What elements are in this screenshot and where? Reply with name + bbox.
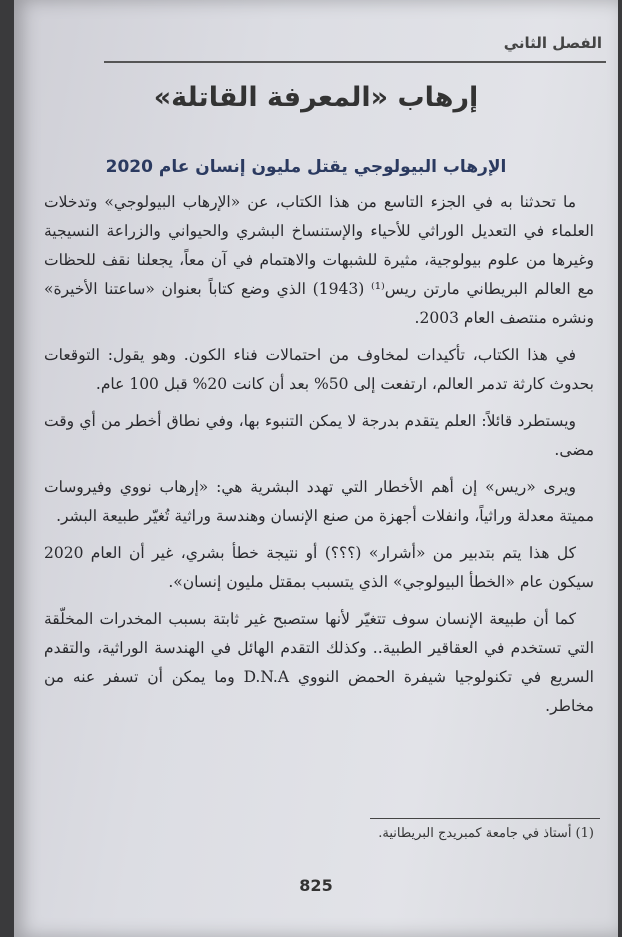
paragraph: كل هذا يتم بتدبير من «أشرار» (؟؟؟) أو نتيجة خطأ بشري، غير أن العام 2020 سيكون عام «الخطأ البيولوجي» الذي يتسبب بمقتل مليون إنسان». — [44, 544, 594, 591]
paragraph: في هذا الكتاب، تأكيدات لمخاوف من احتمالات فناء الكون. وهو يقول: التوقعات بحدوث كارثة تدمر العالم، ارتفعت إلى 50% بعد أن كانت 20% قبل 100 عام. — [44, 346, 594, 393]
page-title: إرهاب «المعرفة القاتلة» — [153, 82, 479, 113]
page-number: 825 — [299, 876, 333, 895]
chapter-rule — [104, 61, 606, 63]
paragraph: كما أن طبيعة الإنسان سوف تتغيّر لأنها ستصبح غير ثابتة بسبب المخدرات المخلّقة التي تستخدم في العقاقير الطبية.. وكذلك التقدم الهائل في الهندسة الوراثية، والتقدم السريع في تكنولوجيا شيفرة الحمض النووي D.N.A وما يمكن أن تسفر عنه من مخاطر. — [44, 610, 595, 715]
body-text — [44, 188, 594, 729]
book-page — [14, 0, 618, 937]
section-heading: الإرهاب البيولوجي يقتل مليون إنسان عام 2020 — [105, 157, 507, 177]
paragraph: ما تحدثنا به في الجزء التاسع من هذا الكتاب، عن «الإرهاب البيولوجي» وتدخلات العلماء في التعديل الوراثي للأحياء والإستنساخ البشري والحيواني والزراعة النسيجية وغيرها من علوم بيولوجية، مثيرة للشبهات والاهتمام في آن معاً، يجعلنا نقف للحظات مع العالم البريطاني مارتن ريس⁽¹⁾ (1943) الذي وضع كتاباً بعنوان «ساعتنا الأخيرة» ونشره منتصف العام 2003. — [44, 193, 594, 327]
footnote: (1) أستاذ في جامعة كمبريدج البريطانية. — [378, 826, 594, 841]
chapter-label: الفصل الثاني — [503, 34, 602, 52]
footnote-rule — [370, 818, 600, 819]
paragraph: ويرى «ريس» إن أهم الأخطار التي تهدد البشرية هي: «إرهاب نووي وفيروسات مميتة معدلة وراثياً، وانفلات أجهزة من صنع الإنسان وهندسة وراثية تُغيّر طبيعة البشر. — [44, 478, 594, 525]
paragraph: ويستطرد قائلاً: العلم يتقدم بدرجة لا يمكن التنبوء بها، وفي نطاق أخطر من أي وقت مضى. — [44, 412, 594, 459]
